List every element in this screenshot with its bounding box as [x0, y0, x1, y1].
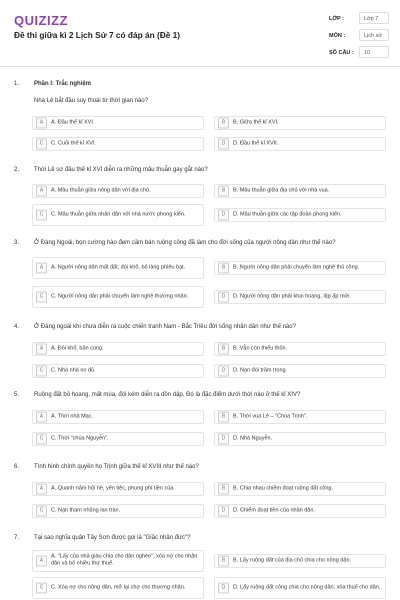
option-letter: B — [218, 344, 229, 355]
option-letter: D — [218, 506, 229, 517]
option-d[interactable] — [214, 504, 386, 518]
option-a[interactable] — [32, 550, 204, 572]
option-text: D. Mâu thuẫn giữa các tập đoàn phong kiến. — [233, 211, 342, 218]
option-letter: B — [218, 412, 229, 423]
option-text: A. Mâu thuẫn giữa nông dân với địa chủ. — [51, 187, 151, 194]
option-text: C. Thời "chúa Nguyễn". — [51, 435, 109, 442]
option-text: A. Đói khổ, bần cùng. — [51, 345, 104, 352]
option-d[interactable] — [214, 208, 386, 222]
option-b[interactable] — [214, 261, 386, 275]
option-c[interactable] — [32, 364, 204, 378]
meta-grade — [321, 10, 393, 27]
option-text: A. Người nông dân mất đất, đói khổ, bỏ làng phiêu bạt. — [51, 264, 186, 271]
option-letter: C — [36, 139, 47, 150]
question-number: 7. — [14, 535, 20, 541]
option-text: B. Thời vua Lê – "Chúa Trịnh". — [233, 413, 308, 420]
question-text: Ở Đàng Ngoài, bọn cường hào đem cầm bán ruộng công đã làm cho đời sống của người nông dân như thế nào? — [34, 240, 336, 246]
option-letter: D — [218, 139, 229, 150]
meta-grade-value: Lớp 7 — [359, 12, 389, 24]
option-letter: B — [218, 118, 229, 129]
option-text: A. "Lấy của nhà giàu chia cho dân nghèo", xóa nợ cho nhân dân và bỏ nhiều thứ thuế. — [51, 553, 198, 567]
option-letter: C — [36, 506, 47, 517]
option-letter: A — [36, 344, 47, 355]
meta-count-value: 10 — [359, 46, 389, 58]
option-c[interactable] — [32, 432, 204, 446]
meta-count — [321, 44, 393, 61]
option-a[interactable] — [32, 116, 204, 130]
option-text: A. Thời nhà Mạc. — [51, 413, 94, 420]
meta-count-label: SỐ CÂU : — [329, 50, 354, 56]
question-number: 4. — [14, 324, 20, 330]
page-header — [0, 0, 400, 67]
option-a[interactable] — [32, 410, 204, 424]
question-number: 1. — [14, 81, 20, 87]
option-text: C. Cuối thế kỉ XVI. — [51, 140, 96, 147]
quizizz-logo: QUIZIZZ — [14, 13, 69, 28]
option-letter: B — [218, 263, 229, 274]
option-letter: B — [218, 484, 229, 495]
question-text: Thời Lê sơ đầu thế kỉ XVI diễn ra những mâu thuẫn gay gắt nào? — [34, 167, 208, 173]
option-letter: A — [36, 118, 47, 129]
option-d[interactable] — [214, 364, 386, 378]
question-number: 3. — [14, 240, 20, 246]
option-b[interactable] — [214, 482, 386, 496]
option-letter: C — [36, 583, 47, 594]
question-number: 2. — [14, 167, 20, 173]
meta-subject-label: MÔN : — [329, 33, 346, 39]
option-b[interactable] — [214, 116, 386, 130]
meta-grade-label: LỚP : — [329, 16, 344, 22]
option-letter: A — [36, 412, 47, 423]
option-text: D. Người nông dân phải khai hoang, lập ấp mới. — [233, 293, 351, 300]
option-d[interactable] — [214, 137, 386, 151]
option-a[interactable] — [32, 184, 204, 198]
option-text: C. Mâu thuẫn giữa nhân dân với nhà nước phong kiến. — [51, 211, 186, 218]
option-c[interactable] — [32, 577, 204, 599]
section-label: Phần I: Trắc nghiệm — [34, 81, 92, 87]
option-text: D. Lấy ruộng đất công chia cho nông dân, xóa thuế cho dân. — [233, 584, 381, 591]
question-number: 6. — [14, 464, 20, 470]
option-b[interactable] — [214, 342, 386, 356]
option-letter: D — [218, 583, 229, 594]
question-number: 5. — [14, 392, 20, 398]
option-text: D. Nhà Nguyễn. — [233, 435, 273, 442]
option-b[interactable] — [214, 410, 386, 424]
option-letter: B — [218, 556, 229, 567]
option-letter: C — [36, 366, 47, 377]
option-b[interactable] — [214, 554, 386, 568]
option-letter: A — [36, 263, 47, 274]
option-text: A. Đầu thế kỉ XVI. — [51, 119, 95, 126]
question-text: Tình hình chính quyền họ Trịnh giữa thế kỉ XVIII như thế nào? — [34, 464, 199, 470]
question-text: Tại sao nghĩa quân Tây Sơn được gọi là "Giặc nhân đức"? — [34, 535, 191, 541]
option-d[interactable] — [214, 432, 386, 446]
exam-meta — [321, 10, 393, 61]
option-text: C. Người nông dân phải chuyển làm nghề thương nhân. — [51, 293, 189, 300]
option-text: C. Nạn tham nhũng lan tràn. — [51, 507, 121, 514]
option-text: D. Đầu thế kỉ XVII. — [233, 140, 279, 147]
question-text: Nhà Lê bắt đầu suy thoái từ thời gian nào? — [34, 98, 149, 104]
option-c[interactable] — [32, 137, 204, 151]
option-a[interactable] — [32, 342, 204, 356]
option-text: D. Nạn đói trầm trọng. — [233, 367, 288, 374]
exam-title: Đề thi giữa kì 2 Lịch Sử 7 có đáp án (Đề 1) — [14, 30, 181, 40]
option-a[interactable] — [32, 257, 204, 279]
option-letter: D — [218, 434, 229, 445]
option-b[interactable] — [214, 184, 386, 198]
option-text: B. Mâu thuẫn giữa địa chủ với nhà vua. — [233, 187, 330, 194]
meta-subject-value: Lịch sử — [359, 29, 389, 41]
question-text: Ở Đàng ngoài khi chưa diễn ra cuộc chiến tranh Nam - Bắc Triều đời sống nhân dân như thế nào? — [34, 324, 296, 330]
option-letter: A — [36, 484, 47, 495]
question-text: Ruộng đất bỏ hoang, mất mùa, đói kém diễn ra dồn dập. Đó là đặc điểm dưới thời nào ở thế kỉ XIV? — [34, 392, 301, 398]
meta-subject — [321, 27, 393, 44]
option-text: A. Quanh năm hội hè, yến tiệc, phung phí tiền của. — [51, 485, 175, 492]
option-letter: B — [218, 186, 229, 197]
option-text: B. Vẫn còn thiếu thốn. — [233, 345, 288, 352]
option-text: B. Giữa thế kỉ XVI. — [233, 119, 279, 126]
option-c[interactable] — [32, 504, 204, 518]
option-text: C. Nhà nhà no đủ. — [51, 367, 96, 374]
option-letter: C — [36, 210, 47, 221]
option-letter: A — [36, 556, 47, 567]
option-d[interactable] — [214, 290, 386, 304]
option-letter: C — [36, 434, 47, 445]
option-text: B. Chia nhau chiếm đoạt ruộng đất công. — [233, 485, 333, 492]
option-letter: D — [218, 366, 229, 377]
option-letter: D — [218, 210, 229, 221]
option-text: B. Người nông dân phải chuyển làm nghề thủ công. — [233, 264, 360, 271]
option-text: D. Chiếm đoạt tiền của nhân dân. — [233, 507, 315, 514]
option-letter: D — [218, 292, 229, 303]
option-a[interactable] — [32, 482, 204, 496]
option-d[interactable] — [214, 577, 386, 599]
option-text: C. Xóa nợ cho nông dân, mở lại chợ cho thương nhân. — [51, 584, 186, 591]
option-letter: C — [36, 292, 47, 303]
option-letter: A — [36, 186, 47, 197]
option-text: B. Lấy ruộng đất của địa chủ chia cho nông dân. — [233, 557, 352, 564]
option-c[interactable] — [32, 204, 204, 226]
option-c[interactable] — [32, 286, 204, 308]
